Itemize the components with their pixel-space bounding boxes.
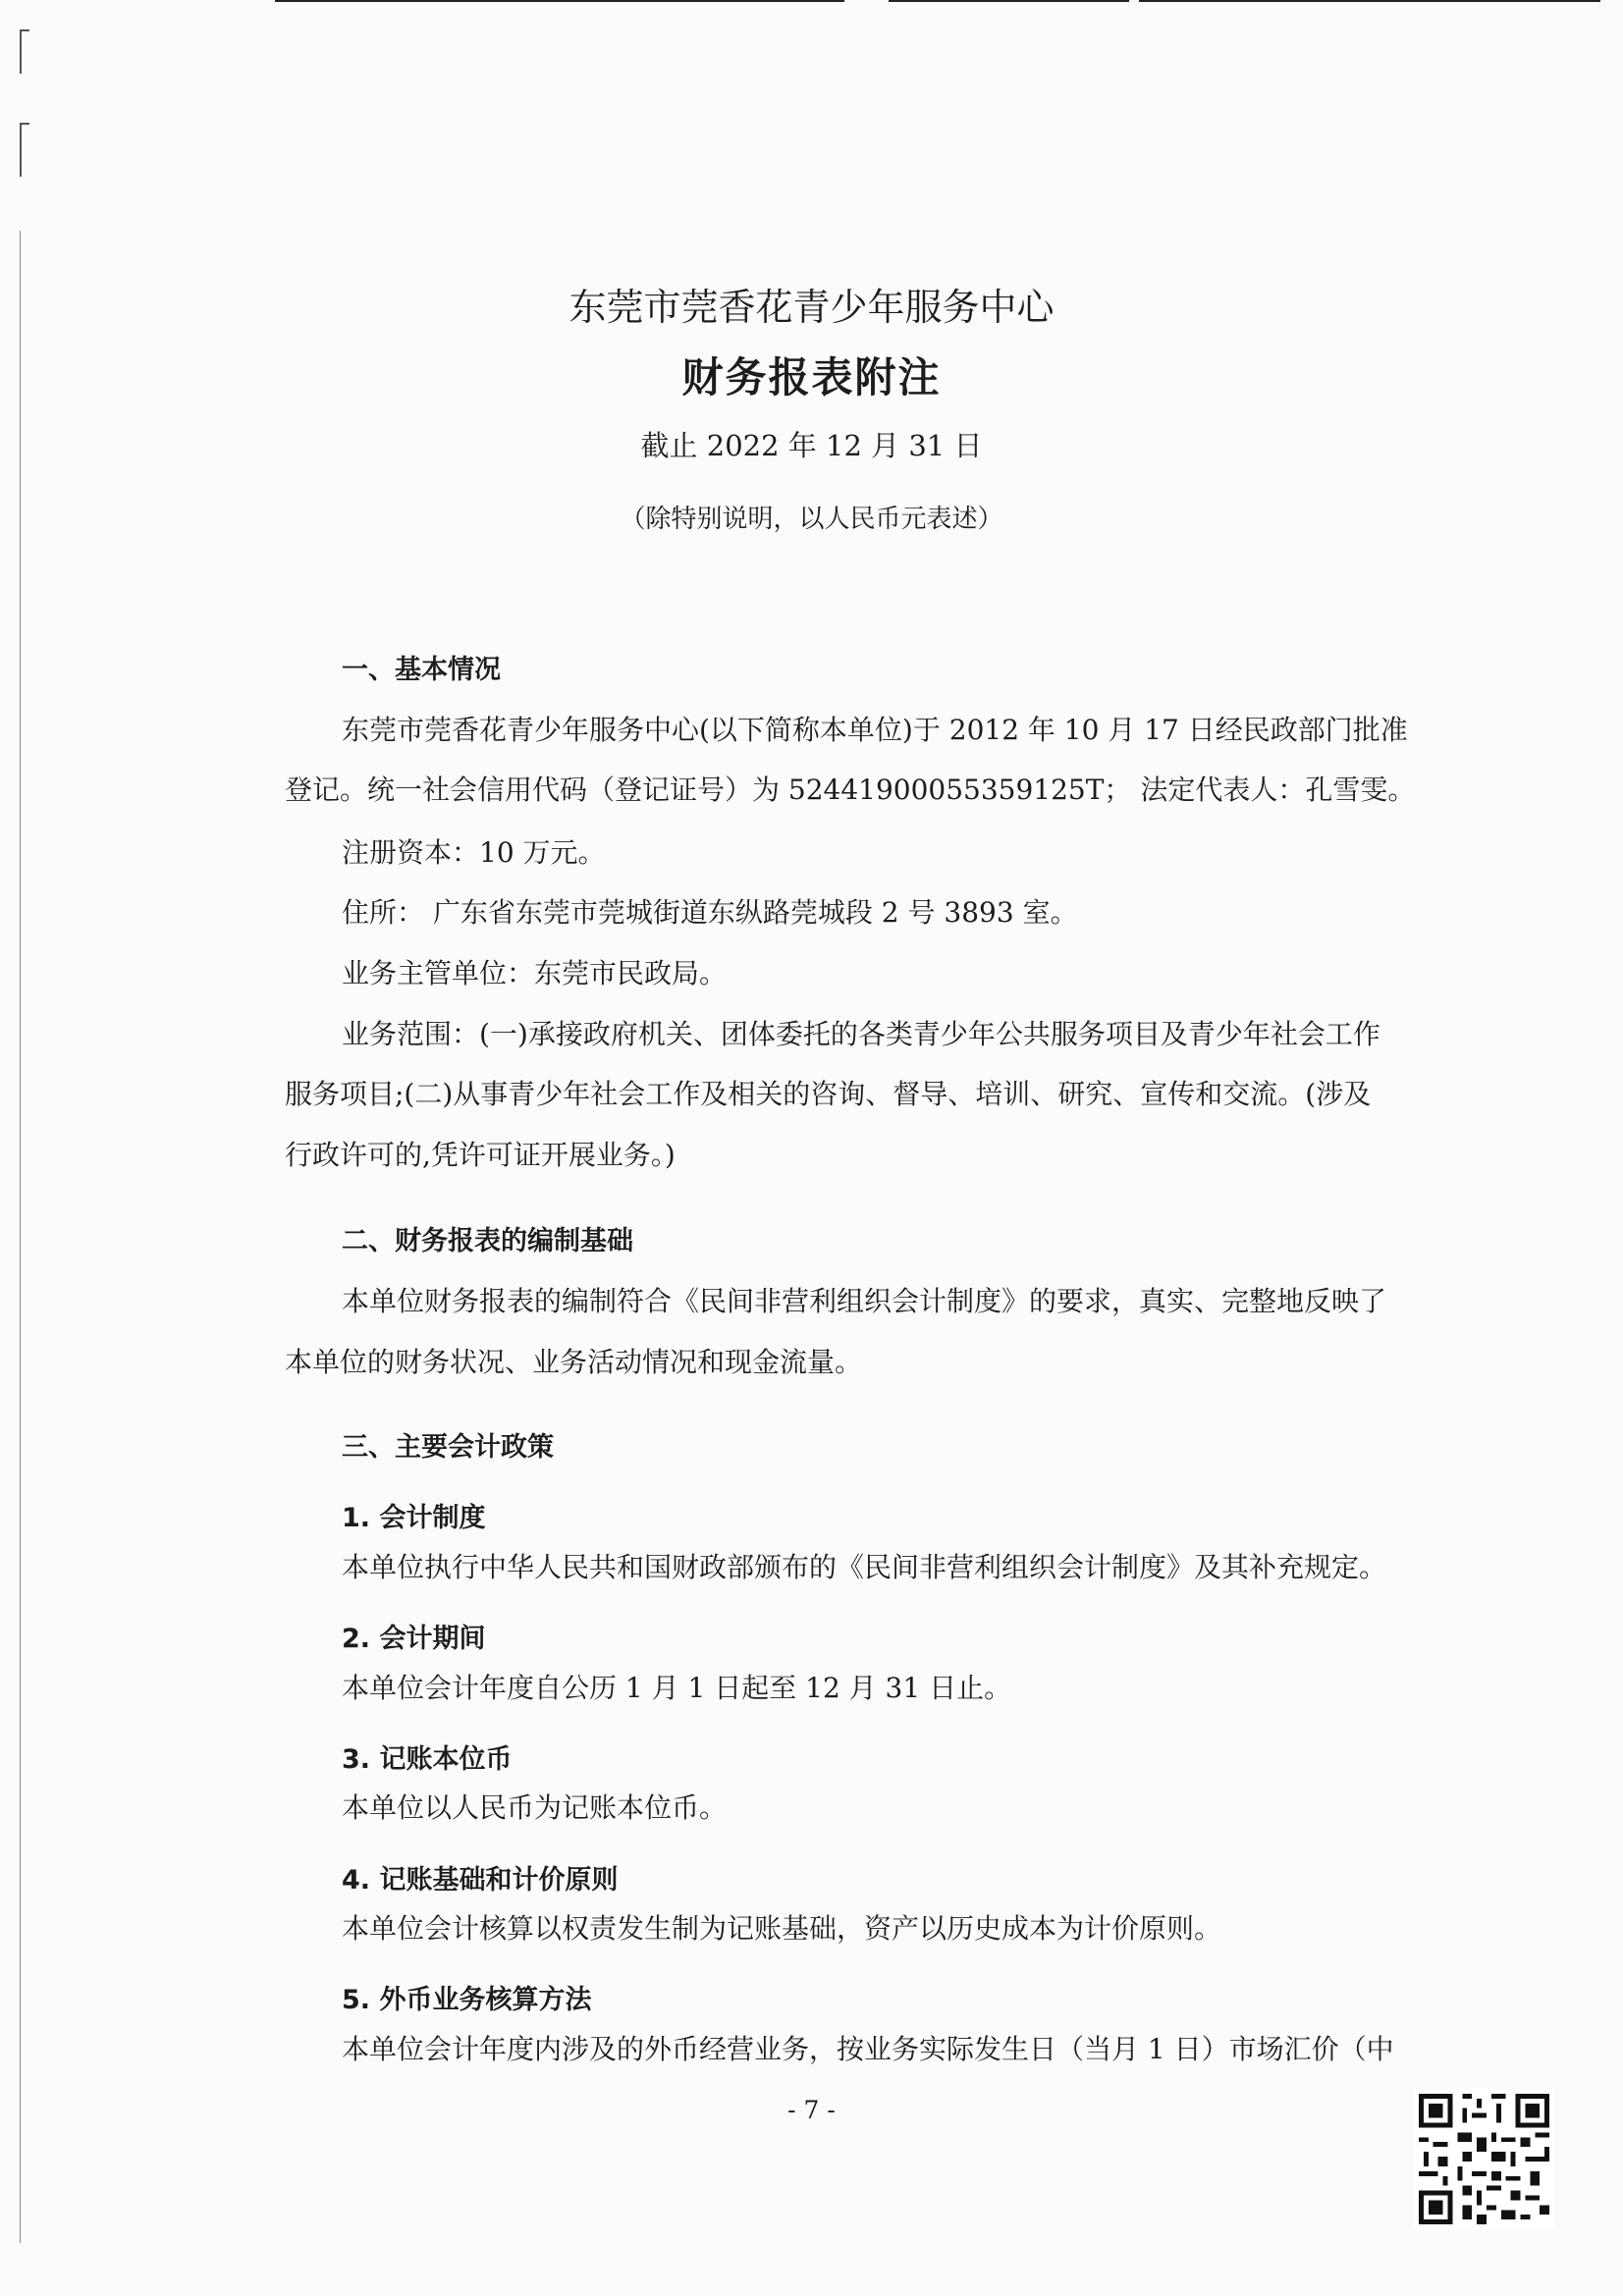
page-number: - 7 - <box>787 2096 836 2124</box>
policy-3-title: 3. 记账本位币 <box>342 1744 513 1775</box>
scan-edge-top-left <box>275 0 844 2</box>
policy-2-text: 本单位会计年度自公历 1 月 1 日起至 12 月 31 日止。 <box>342 1672 1012 1704</box>
scope-line2: 服务项目;(二)从事青少年社会工作及相关的咨询、督导、培训、研究、宣传和交流。(涉及 <box>285 1078 1372 1110</box>
org-name: 东莞市莞香花青少年服务中心 <box>568 286 1055 329</box>
policy-1-title: 1. 会计制度 <box>342 1503 486 1533</box>
supervisor: 业务主管单位：东莞市民政局。 <box>342 957 728 989</box>
section2-heading: 二、财务报表的编制基础 <box>342 1226 633 1256</box>
policy-1-text: 本单位执行中华人民共和国财政部颁布的《民间非营利组织会计制度》及其补充规定。 <box>342 1551 1387 1583</box>
section1-heading: 一、基本情况 <box>342 655 501 685</box>
section1-para-line2: 登记。统一社会信用代码（登记证号）为 52441900055359125T； 法定代表人：孔雪雯。 <box>285 774 1416 806</box>
binding-mark-2 <box>20 123 22 177</box>
policy-3-text: 本单位以人民币为记账本位币。 <box>342 1791 728 1824</box>
doc-title: 财务报表附注 <box>681 353 942 401</box>
scan-edge-top-mid <box>889 0 1129 2</box>
date-line: 截止 2022 年 12 月 31 日 <box>640 429 983 462</box>
binding-mark-1 <box>20 29 22 74</box>
section2-line1: 本单位财务报表的编制符合《民间非营利组织会计制度》的要求，真实、完整地反映了 <box>342 1285 1387 1317</box>
scope-line1: 业务范围：(一)承接政府机关、团体委托的各类青少年公共服务项目及青少年社会工作 <box>342 1018 1380 1050</box>
policy-4-text: 本单位会计核算以权责发生制为记账基础，资产以历史成本为计价原则。 <box>342 1912 1222 1945</box>
section3-heading: 三、主要会计政策 <box>342 1432 554 1463</box>
policy-5-title: 5. 外币业务核算方法 <box>342 1985 592 2015</box>
registered-capital: 注册资本：10 万元。 <box>342 836 606 869</box>
policy-5-text: 本单位会计年度内涉及的外币经营业务，按业务实际发生日（当月 1 日）市场汇价（中 <box>342 2033 1394 2065</box>
currency-note: （除特别说明，以人民币元表述） <box>620 505 1003 534</box>
binding-mark-1-top <box>20 29 29 31</box>
section1-para-line1: 东莞市莞香花青少年服务中心(以下简称本单位)于 2012 年 10 月 17 日经民政部门批准 <box>342 714 1408 746</box>
scope-line3: 行政许可的,凭许可证开展业务。) <box>285 1139 676 1171</box>
binding-mark-2-top <box>20 123 29 125</box>
address: 住所： 广东省东莞市莞城街道东纵路莞城段 2 号 3893 室。 <box>342 896 1078 929</box>
policy-4-title: 4. 记账基础和计价原则 <box>342 1865 619 1896</box>
scan-edge-top-right <box>1139 0 1600 2</box>
section2-line2: 本单位的财务状况、业务活动情况和现金流量。 <box>285 1346 863 1378</box>
qr-code-icon <box>1414 2089 1554 2229</box>
policy-2-title: 2. 会计期间 <box>342 1624 486 1654</box>
